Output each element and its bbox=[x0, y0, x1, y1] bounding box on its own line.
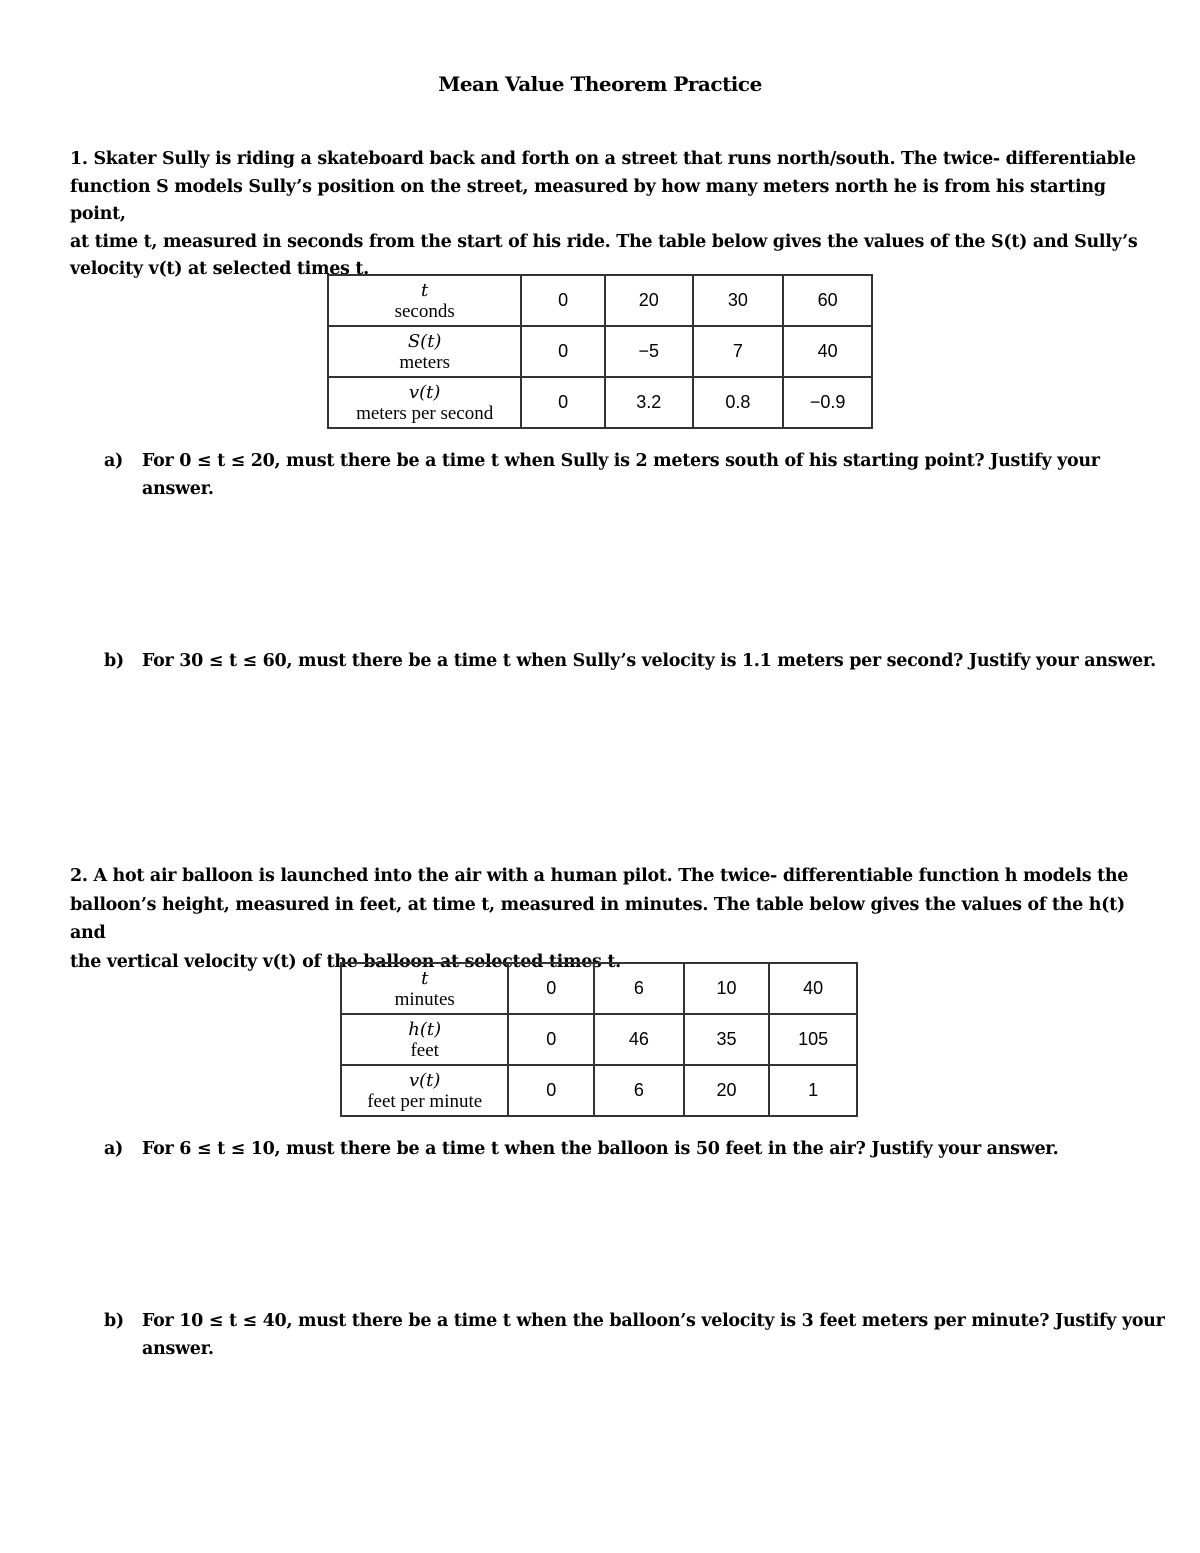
problem-number: 2. bbox=[70, 866, 88, 886]
part-line: For 0 ≤ t ≤ 20, must there be a time t when Sully is 2 meters south of his starting point? Justify your bbox=[142, 451, 1100, 471]
table-cell: 6 bbox=[594, 1065, 684, 1116]
table-row bbox=[341, 963, 857, 1014]
problem-1-part-a bbox=[104, 447, 1164, 507]
row-header bbox=[341, 963, 508, 1014]
table-cell: 0 bbox=[508, 1014, 594, 1065]
table-row bbox=[328, 326, 872, 377]
variable-symbol: t bbox=[421, 967, 429, 989]
table-row bbox=[328, 275, 872, 326]
variable-unit: meters per second bbox=[356, 402, 494, 424]
part-line: For 30 ≤ t ≤ 60, must there be a time t when Sully’s velocity is 1.1 meters per second? Justify your answer. bbox=[142, 651, 1156, 671]
variable-symbol: h(t) bbox=[408, 1018, 442, 1040]
table-cell: 0 bbox=[508, 1065, 594, 1116]
problem-1-line: at time t, measured in seconds from the start of his ride. The table below gives the values of the S(t) and Sully’s bbox=[70, 231, 1138, 252]
row-header bbox=[328, 326, 521, 377]
table-cell: 105 bbox=[769, 1014, 857, 1065]
part-text bbox=[142, 647, 1156, 675]
variable-symbol: t bbox=[421, 279, 429, 301]
table-cell: 46 bbox=[594, 1014, 684, 1065]
problem-1-line bbox=[70, 146, 1150, 174]
problem-2-text: A hot air balloon is launched into the air with a human pilot. The twice- differentiable function h models the bbox=[93, 866, 1129, 886]
problem-number: 1. bbox=[70, 149, 88, 169]
table-cell: 60 bbox=[783, 275, 872, 326]
part-text bbox=[142, 447, 1100, 503]
page-title: Mean Value Theorem Practice bbox=[438, 72, 762, 96]
part-label: a) bbox=[104, 1139, 124, 1159]
variable-symbol: v(t) bbox=[408, 1069, 441, 1091]
table-cell: 0 bbox=[521, 275, 605, 326]
variable-unit: feet per minute bbox=[367, 1090, 483, 1112]
part-text bbox=[142, 1135, 1058, 1163]
table-cell: 0.8 bbox=[693, 377, 784, 428]
problem-2-line bbox=[70, 862, 1150, 891]
part-line: answer. bbox=[142, 1339, 214, 1359]
problem-1-line: function S models Sully’s position on the street, measured by how many meters north he is from his starting point, bbox=[70, 176, 1106, 224]
variable-unit: minutes bbox=[394, 988, 455, 1010]
problem-2-part-b bbox=[104, 1307, 1184, 1367]
table-cell: 6 bbox=[594, 963, 684, 1014]
table-row bbox=[341, 1065, 857, 1116]
row-header bbox=[328, 275, 521, 326]
problem-2-table bbox=[340, 962, 858, 1117]
part-label: b) bbox=[104, 651, 124, 671]
variable-symbol: v(t) bbox=[408, 381, 441, 403]
table-cell: 7 bbox=[693, 326, 784, 377]
table-cell: 20 bbox=[684, 1065, 770, 1116]
table-cell: 0 bbox=[521, 377, 605, 428]
problem-2-line: balloon’s height, measured in feet, at time t, measured in minutes. The table below gives the values of the h(t) and bbox=[70, 894, 1125, 943]
table-cell: 30 bbox=[693, 275, 784, 326]
table-cell: −0.9 bbox=[783, 377, 872, 428]
part-line: For 6 ≤ t ≤ 10, must there be a time t when the balloon is 50 feet in the air? Justify your answer. bbox=[142, 1139, 1059, 1159]
problem-1-table bbox=[327, 274, 873, 429]
problem-1-part-b bbox=[104, 647, 1184, 677]
problem-2-part-a bbox=[104, 1135, 1164, 1165]
table-cell: 0 bbox=[508, 963, 594, 1014]
part-line: For 10 ≤ t ≤ 40, must there be a time t when the balloon’s velocity is 3 feet meters per minute? Justify your bbox=[142, 1311, 1165, 1331]
row-header bbox=[328, 377, 521, 428]
problem-2-statement bbox=[70, 862, 1150, 976]
table-row bbox=[341, 1014, 857, 1065]
row-header bbox=[341, 1014, 508, 1065]
table-cell: 10 bbox=[684, 963, 770, 1014]
problem-2-line: the vertical velocity v(t) of the balloon at selected times t. bbox=[70, 951, 621, 972]
table-cell: 40 bbox=[769, 963, 857, 1014]
variable-unit: meters bbox=[399, 351, 450, 373]
table-cell: 1 bbox=[769, 1065, 857, 1116]
variable-unit: feet bbox=[410, 1039, 439, 1061]
table-cell: 3.2 bbox=[605, 377, 693, 428]
part-text bbox=[142, 1307, 1165, 1363]
table-cell: 40 bbox=[783, 326, 872, 377]
table-cell: −5 bbox=[605, 326, 693, 377]
problem-1-text: Skater Sully is riding a skateboard back and forth on a street that runs north/south. The twice- differentiable bbox=[93, 149, 1136, 169]
table-cell: 0 bbox=[521, 326, 605, 377]
variable-unit: seconds bbox=[394, 300, 455, 322]
part-line: answer. bbox=[142, 479, 214, 499]
row-header bbox=[341, 1065, 508, 1116]
problem-1-statement bbox=[70, 146, 1150, 284]
part-label: a) bbox=[104, 451, 124, 471]
part-label: b) bbox=[104, 1311, 124, 1331]
variable-symbol: S(t) bbox=[407, 330, 442, 352]
table-cell: 35 bbox=[684, 1014, 770, 1065]
table-row bbox=[328, 377, 872, 428]
table-cell: 20 bbox=[605, 275, 693, 326]
problem-1-line: velocity v(t) at selected times t. bbox=[70, 259, 369, 279]
